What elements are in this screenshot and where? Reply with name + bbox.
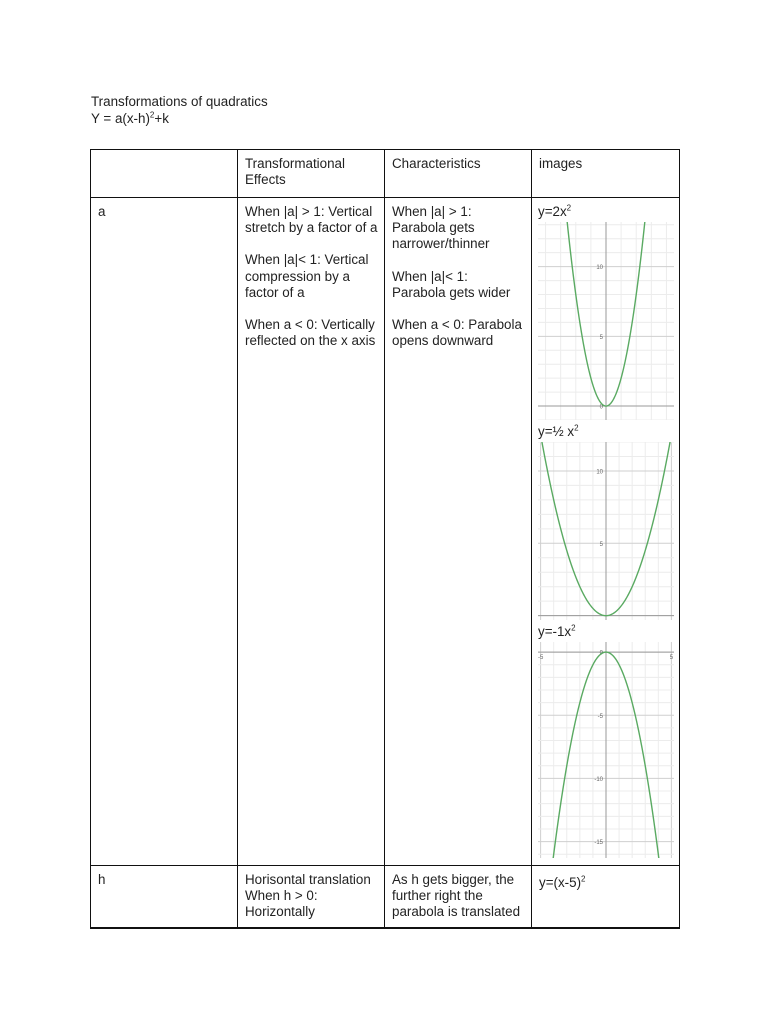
y-tick-label: 0 xyxy=(599,404,603,411)
images-cell xyxy=(532,198,680,866)
table-row-a xyxy=(91,198,680,866)
y-tick-label: 10 xyxy=(596,469,603,476)
graph-label: $y=(x-5)^2$ xyxy=(539,875,586,891)
x-tick-label: -5 xyxy=(538,655,544,662)
graph-y-2x2 xyxy=(538,222,674,420)
header-cell-images: images xyxy=(532,150,680,198)
y-tick-label: 5 xyxy=(599,541,603,548)
heading-equation: $Y = a(x-h)^2+k$ xyxy=(91,110,169,126)
effect-text: When |a| > 1: Vertical stretch by a factor of a xyxy=(245,204,378,236)
y-tick-label: -10 xyxy=(594,776,603,783)
page-heading xyxy=(91,93,268,127)
effect-text: When |a|< 1: Vertical compression by a factor of a xyxy=(245,252,369,300)
effects-cell xyxy=(238,198,385,866)
transformations-table xyxy=(90,149,680,929)
x-tick-label: 5 xyxy=(669,655,674,662)
effect-text: When a < 0: Vertically reflected on the x axis xyxy=(245,317,376,349)
characteristic-text: When |a| > 1: Parabola gets narrower/thinner xyxy=(392,204,490,252)
param-cell: a xyxy=(91,198,238,866)
graph-label: $y=2x^2$ xyxy=(538,203,572,219)
y-tick-label: -15 xyxy=(594,840,603,847)
characteristics-cell xyxy=(385,198,532,866)
table-row-h xyxy=(91,866,680,928)
y-tick-label: 10 xyxy=(596,265,603,272)
images-cell xyxy=(532,866,680,928)
param-cell: h xyxy=(91,866,238,928)
y-tick-label: 0 xyxy=(599,650,603,657)
graph-y-half-x2 xyxy=(538,442,674,620)
characteristic-text: When |a|< 1: Parabola gets wider xyxy=(392,268,511,300)
header-row xyxy=(91,150,680,198)
graph-y-neg-x2 xyxy=(538,642,674,858)
header-cell-empty xyxy=(91,150,238,198)
characteristics-cell: As h gets bigger, the further right the parabola is translated xyxy=(385,866,532,928)
heading-title: Transformations of quadratics xyxy=(91,94,268,109)
graph-label: y=½ $x^2$ xyxy=(538,423,579,439)
graph-label: $y=-1x^2$ xyxy=(538,623,576,639)
effects-cell: Horisontal translation When h > 0: Horizontally xyxy=(238,866,385,928)
y-tick-label: 5 xyxy=(599,334,603,341)
header-cell-characteristics: Characteristics xyxy=(385,150,532,198)
characteristic-text: When a < 0: Parabola opens downward xyxy=(392,317,522,349)
y-tick-label: -5 xyxy=(597,713,603,720)
header-cell-effects: Transformational Effects xyxy=(238,150,385,198)
